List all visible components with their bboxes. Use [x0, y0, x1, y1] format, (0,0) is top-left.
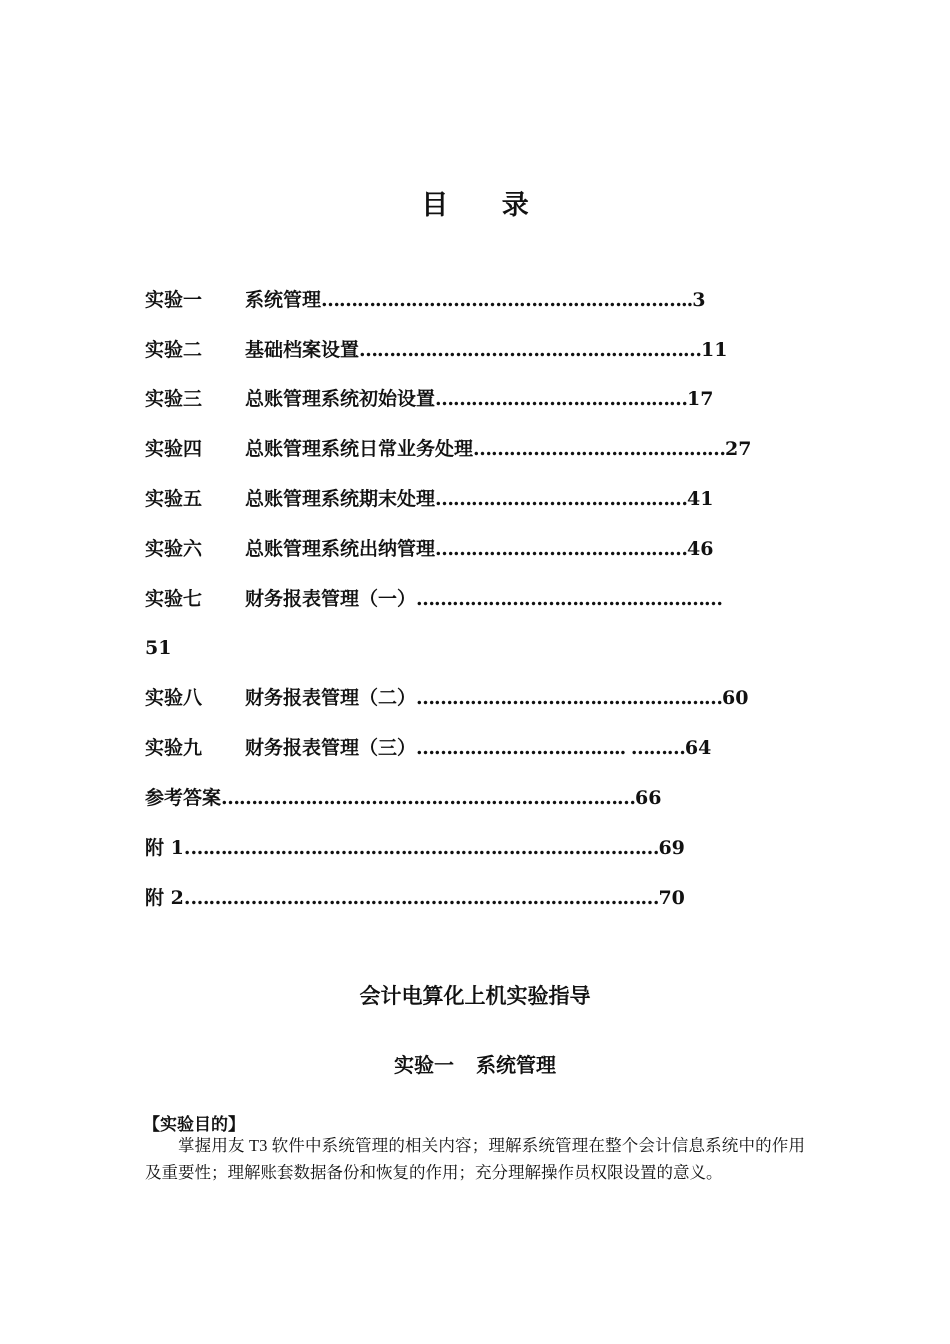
- toc-leader: …………………………………………………: [359, 339, 702, 361]
- toc-leader: ……………………………………………………………: [221, 787, 636, 809]
- toc-chapter: 实验九: [145, 737, 203, 759]
- toc-leader: ……………………………………: [435, 538, 688, 560]
- toc-leader: ……………………………………………………………………: [190, 837, 659, 859]
- toc-entry-title: 附 1.: [145, 837, 191, 859]
- toc-leader: ……………………………………………: [416, 687, 723, 709]
- toc-page-number: 3: [692, 289, 706, 311]
- toc-page-number: 60: [722, 687, 749, 709]
- toc-chapter: 实验三: [145, 388, 203, 410]
- toc-page-number: 70: [658, 887, 685, 909]
- toc-entry-title: 基础档案设置: [245, 339, 360, 361]
- toc-entry[interactable]: [145, 683, 803, 713]
- toc-entry-title: 系统管理: [245, 289, 322, 311]
- purpose-heading: 【实验目的】: [143, 1115, 245, 1135]
- toc-leader: ……………………………………………………………………: [190, 887, 659, 909]
- toc-entry[interactable]: [145, 584, 803, 614]
- toc-leader: ……………………………………: [473, 438, 726, 460]
- section-number: 实验一: [394, 1053, 454, 1077]
- toc-leader: ……………………………………………………..: [321, 289, 693, 311]
- section-title: [0, 1049, 950, 1078]
- toc-chapter: 实验八: [145, 687, 203, 709]
- toc-entry-title: 财务报表管理（三）: [245, 737, 417, 759]
- toc-leader: ……………………………………: [435, 488, 688, 510]
- toc-entry-title: 附 2.: [145, 887, 191, 909]
- toc-entry-title: 总账管理系统日常业务处理: [245, 438, 474, 460]
- toc-leader: …………………………….. ………: [416, 737, 685, 759]
- document-title: 会计电算化上机实验指导: [359, 983, 591, 1008]
- toc-title: 目 录: [421, 190, 551, 221]
- toc-chapter: 实验一: [145, 289, 203, 311]
- toc-page-number: 66: [635, 787, 662, 809]
- toc-entry[interactable]: [145, 883, 803, 913]
- toc-page-number: 27: [725, 438, 752, 460]
- toc-page-number: 64: [684, 737, 712, 759]
- toc-entry-title: 参考答案: [145, 787, 222, 809]
- toc-entry[interactable]: [145, 285, 803, 315]
- toc-page-number: 11: [701, 339, 728, 361]
- toc-entry[interactable]: [145, 384, 803, 414]
- toc-page-number: 69: [658, 837, 685, 859]
- toc-chapter: 实验五: [145, 488, 203, 510]
- toc-leader: ……………………………………: [435, 388, 688, 410]
- toc-leader: ……………………………………………: [416, 588, 723, 610]
- purpose-paragraph: 掌握用友 T3 软件中系统管理的相关内容；理解系统管理在整个会计信息系统中的作用及重要性；理解账套数据备份和恢复的作用；充分理解操作员权限设置的意义。: [145, 1136, 805, 1182]
- toc-page-number: 17: [687, 388, 714, 410]
- toc-entry[interactable]: [145, 833, 803, 863]
- toc-entry-title: 财务报表管理（一）: [245, 588, 417, 610]
- toc-entry-title: 总账管理系统出纳管理: [245, 538, 436, 560]
- toc-entry-title: 总账管理系统初始设置: [245, 388, 436, 410]
- toc-page-number: 41: [687, 488, 714, 510]
- toc-chapter: 实验四: [145, 438, 203, 460]
- toc-entry[interactable]: [145, 534, 803, 564]
- toc-entry-title: 财务报表管理（二）: [245, 687, 417, 709]
- toc-entry[interactable]: [145, 783, 803, 813]
- toc-entry[interactable]: [145, 733, 803, 763]
- toc-chapter: 实验六: [145, 538, 203, 560]
- toc-chapter: 实验七: [145, 588, 203, 610]
- toc-wrapped-page-number: 51: [145, 637, 172, 659]
- toc-entry[interactable]: [145, 335, 803, 365]
- toc-entry[interactable]: [145, 434, 803, 464]
- section-name: 系统管理: [476, 1053, 556, 1077]
- toc-entry[interactable]: [145, 484, 803, 514]
- toc-chapter: 实验二: [145, 339, 203, 361]
- toc-entry-title: 总账管理系统期末处理: [245, 488, 436, 510]
- toc-page-number: 46: [687, 538, 714, 560]
